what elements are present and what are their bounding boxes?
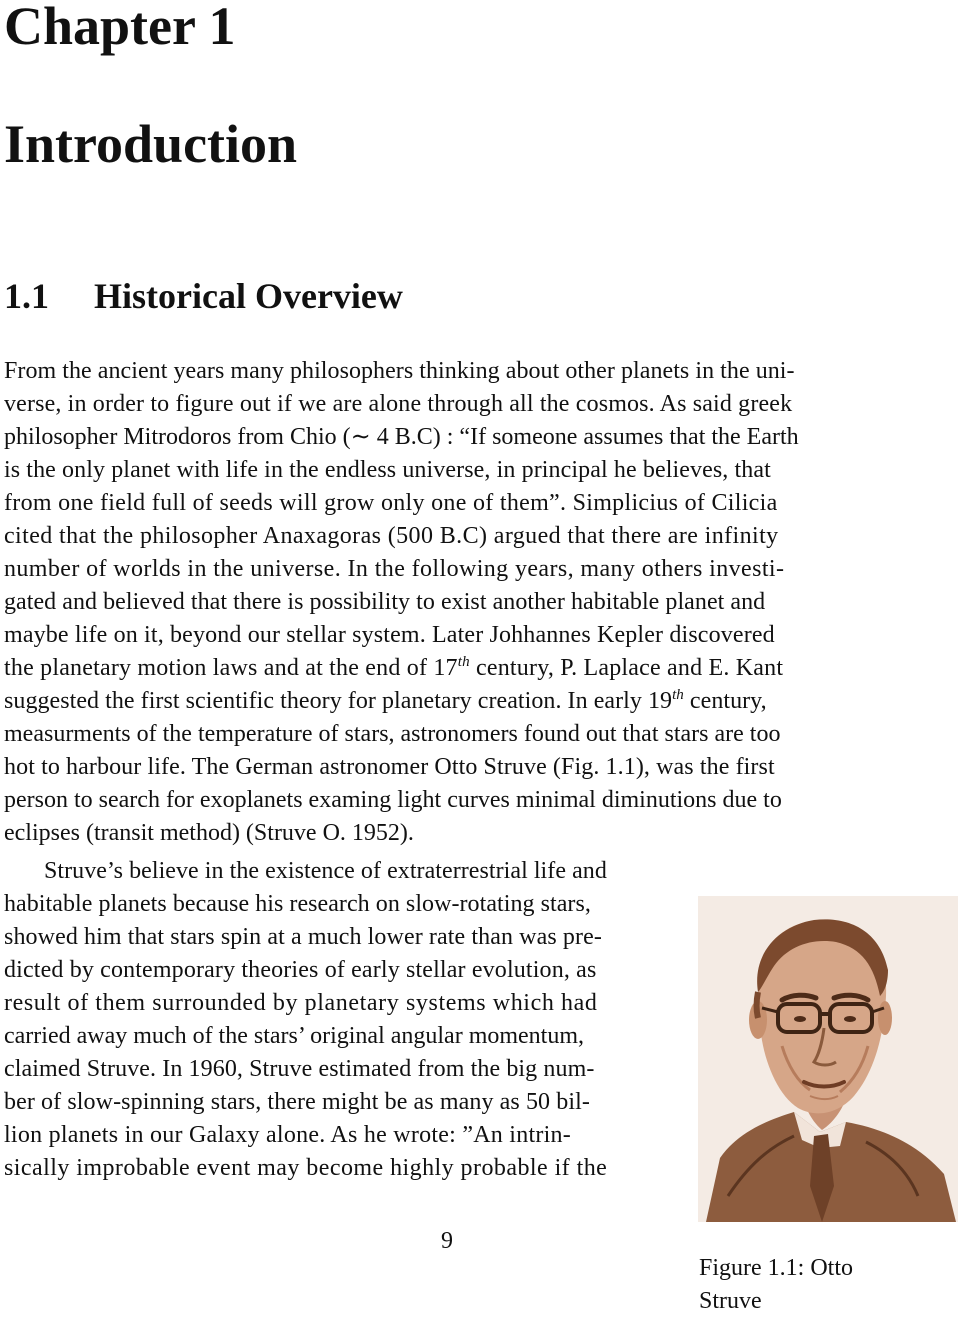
portrait-illustration (698, 896, 958, 1222)
paragraph-line: suggested the first scientific theory for planetary creation. In early 19th century, (4, 687, 767, 714)
paragraph-line: maybe life on it, beyond our stellar system. Later Johhannes Kepler discovered (4, 622, 775, 648)
paragraph-line: from one field full of seeds will grow only one of them”. Simplicius of Cilicia (4, 490, 778, 516)
paragraph-line: number of worlds in the universe. In the following years, many others investi- (4, 556, 785, 582)
paragraph-line: person to search for exoplanets examing light curves minimal diminutions due to (4, 787, 782, 813)
chapter-title: Introduction (4, 114, 298, 174)
paragraph-line: philosopher Mitrodoros from Chio (∼ 4 B.C) : “If someone assumes that the Earth (4, 424, 799, 450)
paragraph-line: showed him that stars spin at a much lower rate than was pre- (4, 924, 602, 950)
paragraph-line: Struve’s believe in the existence of extraterrestrial life and (44, 858, 607, 884)
paragraph-line: gated and believed that there is possibility to exist another habitable planet and (4, 589, 766, 615)
section-title: Historical Overview (94, 276, 403, 316)
paragraph-line: sically improbable event may become highly probable if the (4, 1155, 608, 1181)
paragraph-line: ber of slow-spinning stars, there might be as many as 50 bil- (4, 1089, 590, 1115)
portrait-figure (698, 896, 958, 1222)
figure-caption: Figure 1.1: Otto (699, 1255, 853, 1281)
page-number: 9 (441, 1228, 453, 1254)
paragraph-line: hot to harbour life. The German astronomer Otto Struve (Fig. 1.1), was the first (4, 754, 775, 780)
paragraph-line: eclipses (transit method) (Struve O. 1952). (4, 820, 414, 846)
paragraph-line: dicted by contemporary theories of early stellar evolution, as (4, 957, 597, 983)
paragraph-line: cited that the philosopher Anaxagoras (500 B.C) argued that there are infinity (4, 523, 779, 549)
paragraph-line: is the only planet with life in the endless universe, in principal he believes, that (4, 457, 771, 483)
paragraph-line: the planetary motion laws and at the end of 17th century, P. Laplace and E. Kant (4, 654, 784, 681)
chapter-label: Chapter 1 (4, 0, 236, 56)
paragraph-line: habitable planets because his research on slow-rotating stars, (4, 891, 591, 917)
paragraph-line: result of them surrounded by planetary systems which had (4, 990, 598, 1016)
paragraph-line: lion planets in our Galaxy alone. As he wrote: ”An intrin- (4, 1122, 572, 1148)
paragraph-line: measurments of the temperature of stars, astronomers found out that stars are too (4, 721, 781, 747)
section-heading (4, 274, 403, 318)
section-number: 1.1 (4, 276, 49, 316)
paragraph-line: From the ancient years many philosophers thinking about other planets in the uni- (4, 358, 795, 384)
paragraph-line: carried away much of the stars’ original angular momentum, (4, 1023, 585, 1049)
paragraph-line: verse, in order to figure out if we are alone through all the cosmos. As said greek (4, 391, 793, 417)
paragraph-line: claimed Struve. In 1960, Struve estimated from the big num- (4, 1056, 595, 1082)
figure-caption-continued: Struve (699, 1288, 762, 1314)
